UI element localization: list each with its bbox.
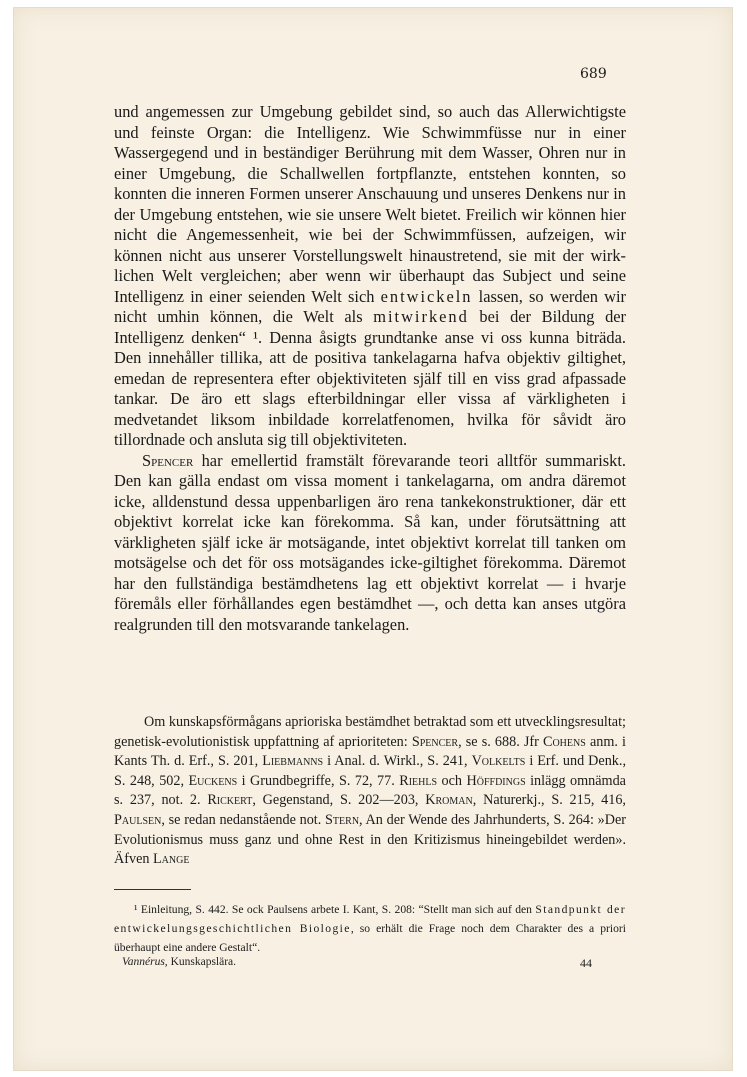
page-number: 689 [580, 66, 607, 82]
note-text: i Erf. und Denk., S. 248, 502, [114, 753, 626, 789]
footnote-divider [114, 889, 191, 890]
note-text: inlägg omnämda s. 237, not. 2. [114, 772, 626, 809]
footnote [114, 900, 626, 957]
signature-line [122, 956, 236, 968]
note-text: , se s. 688. Jfr [458, 733, 543, 750]
note-name: Rickert [207, 792, 253, 809]
footnote-paragraph [114, 900, 626, 957]
paragraph-1-part-c: bei der Bildung der Intelligenz denken“ ¹. Denna åsigts grundtanke anse vi oss kunna biträda. Den innehåller tillika, att de positiva tankelagarna hafva objektiv giltighet, emedan de representera efter objektiviteten själf till en viss grad afpassade tankar. De äro ett slags efterbildningar eller vissa af värkligheten i medvetandet liksom inbildade korrelatfenomen, hvilka för såvidt äro tillordnade och ansluta sig till objektiviteten. [114, 307, 627, 449]
paragraph-2-text: har emellertid framstält förevarande teori alltför summariskt. Den kan gälla endast om vissa moment i tankelagarna, om andra däremot icke, alldenstund dessa uppenbarligen äro rena tankekonstruktioner, där ett objektivt korrelat icke kan förekomma. Så kan, under förutsättning att värkligheten själf icke är motsägande, intet objektivt korrelat till tanken om motsägelse och det för oss motsägandes icke-giltighet förekomma. Däremot har den fullständiga bestämdhetens lag ett objektivt korrelat — i hvarje föremåls eller förhållandes egen bestämdhet —, och detta kan anses utgöra realgrunden till den motsvarande tankelagen. [114, 450, 626, 634]
note-name: Liebmanns [262, 753, 324, 770]
main-text [114, 102, 626, 635]
note-name: Spencer [411, 733, 459, 750]
paragraph-1 [114, 102, 626, 451]
paragraph-1-part-a: und angemessen zur Umgebung gebildet sind, so auch das Allerwichtigste und feinste Organ: die Intelligenz. Wie Schwimmfüsse nur in einer Wassergegend und in beständiger Berührung mit dem Wasser, Ohren nur in einer Umgebung, die Schallwellen fortpflanzte, entstehen konnten, so konnten die inneren Formen unserer Anschauung und unseres Denkens nur in der Umgebung entstehen, wie sie unsere Welt bietet. Freilich wir können hier nicht die Angemessenheit, wie bei der Schwimmfüssen, aufzeigen, wir können nicht aus unserer Vorstellungswelt hinaustretend, sie mit der wirklichen Welt vergleichen; aber wenn wir überhaupt das Subject und seine Intelligenz in einer seienden Welt sich [114, 102, 626, 306]
note-name: Stern [325, 811, 360, 828]
footnote-spaced-phrase: Standpunkt der entwickelungsgeschichtlichen Biologie [114, 903, 626, 935]
note-text: , An der Wende des Jahrhunderts, S. 264: »Der Evolutionismus muss ganz und ohne Rest in den Kritizismus hineingebildet werden». Äfven [114, 811, 626, 868]
footnote-text-b: , so erhält die Frage noch dem Charakter des a priori überhaupt eine andere Gestalt“. [114, 922, 626, 954]
paragraph-2 [114, 451, 626, 636]
author-name-spencer: Spencer [142, 450, 194, 470]
paragraph-1-part-b: lassen, so werden wir nicht umhin können, die Welt als [114, 286, 626, 326]
note-text: i Grundbegriffe, S. 72, 77. [237, 772, 400, 789]
note-text: , se redan nedanstående not. [161, 811, 326, 828]
reference-note [114, 713, 626, 870]
note-name: Höffdings [466, 772, 526, 789]
note-name: Lange [153, 851, 190, 868]
note-text: och [437, 772, 467, 789]
note-text: Om kunskapsförmågans aprioriska bestämdhet betraktad som ett utvecklingsresultat; genetisk-evolutionistisk uppfattning af aprioriteten: [114, 714, 626, 750]
note-name: Paulsen [114, 811, 162, 828]
note-text: anm. i Kants Th. d. Erf., S. 201, [114, 733, 626, 770]
note-name: Riehls [399, 772, 438, 789]
spaced-word-mitwirkend: mitwirkend [373, 307, 469, 326]
sheet-number: 44 [580, 956, 592, 970]
note-text: , Naturerkj., S. 215, 416, [472, 792, 626, 809]
note-name: Volkelts [471, 753, 526, 770]
signature-title: Kunskapslära. [167, 956, 237, 968]
spaced-word-entwickeln: entwickeln [380, 286, 473, 306]
reference-note-paragraph [114, 713, 626, 870]
note-text: , Gegenstand, S. 202—203, [252, 792, 426, 809]
note-text: i Anal. d. Wirkl., S. 241, [323, 753, 472, 770]
note-name: Euckens [188, 772, 238, 789]
note-name: Cohens [543, 733, 586, 750]
note-name: Kroman [425, 792, 473, 809]
footnote-text-a: ¹ Einleitung, S. 442. Se ock Paulsens arbete I. Kant, S. 208: “Stellt man sich auf den [134, 903, 536, 916]
signature-author: Vannérus, [122, 956, 168, 968]
book-page [14, 8, 732, 1070]
